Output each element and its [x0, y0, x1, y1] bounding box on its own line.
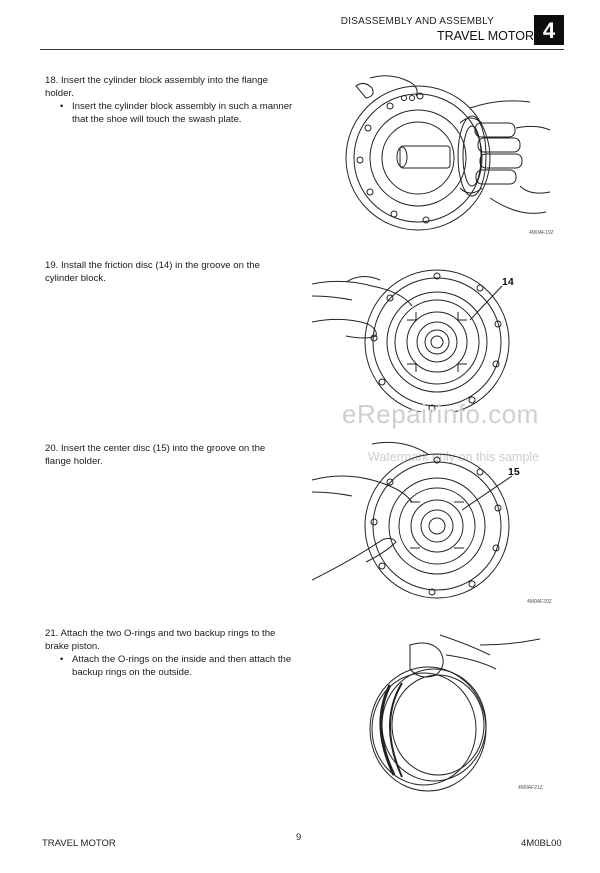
footer-section-name: TRAVEL MOTOR: [42, 838, 116, 849]
step-number: 19.: [45, 260, 59, 271]
figure-center-disc: [312, 440, 562, 600]
section-title: DISASSEMBLY AND ASSEMBLY: [340, 16, 494, 27]
step-bullet: • Insert the cylinder block assembly in such a manner that the shoe will touch the swash plate.: [60, 100, 293, 126]
figure-code: 4M0AF20Z: [527, 599, 552, 605]
step-18: [45, 74, 293, 126]
figure-cylinder-block-insertion: [320, 68, 560, 238]
chapter-number-badge: 4: [534, 15, 564, 45]
page-title: TRAVEL MOTOR: [436, 29, 534, 43]
footer-document-code: 4M0BL00: [521, 838, 562, 849]
watermark-brand: eRepairinfo.com: [342, 399, 539, 429]
step-text: Install the friction disc (14) in the groove on the cylinder block.: [45, 260, 260, 284]
callout-15: 15: [508, 466, 520, 478]
step-number: 21.: [45, 628, 59, 639]
step-21: [45, 627, 293, 679]
step-number: 18.: [45, 75, 59, 86]
step-text: Insert the cylinder block assembly into the flange holder.: [45, 75, 268, 99]
page-number: 9: [296, 832, 302, 843]
callout-14: 14: [502, 276, 514, 288]
step-number: 20.: [45, 443, 59, 454]
figure-friction-disc: [312, 252, 562, 412]
figure-brake-piston-rings: [350, 625, 550, 795]
step-19: [45, 259, 293, 285]
header-divider: [40, 49, 564, 50]
figure-code: 4M0AF21Z: [518, 785, 543, 791]
step-text: Insert the center disc (15) into the groove on the flange holder.: [45, 443, 266, 467]
step-text: Attach the two O-rings and two backup rings to the brake piston.: [45, 628, 276, 652]
step-20: [45, 442, 293, 468]
figure-code: 4M0AF19Z: [529, 230, 554, 236]
step-bullet: • Attach the O-rings on the inside and then attach the backup rings on the outside.: [60, 653, 293, 679]
watermark-note: Watermark only on this sample: [368, 450, 540, 464]
